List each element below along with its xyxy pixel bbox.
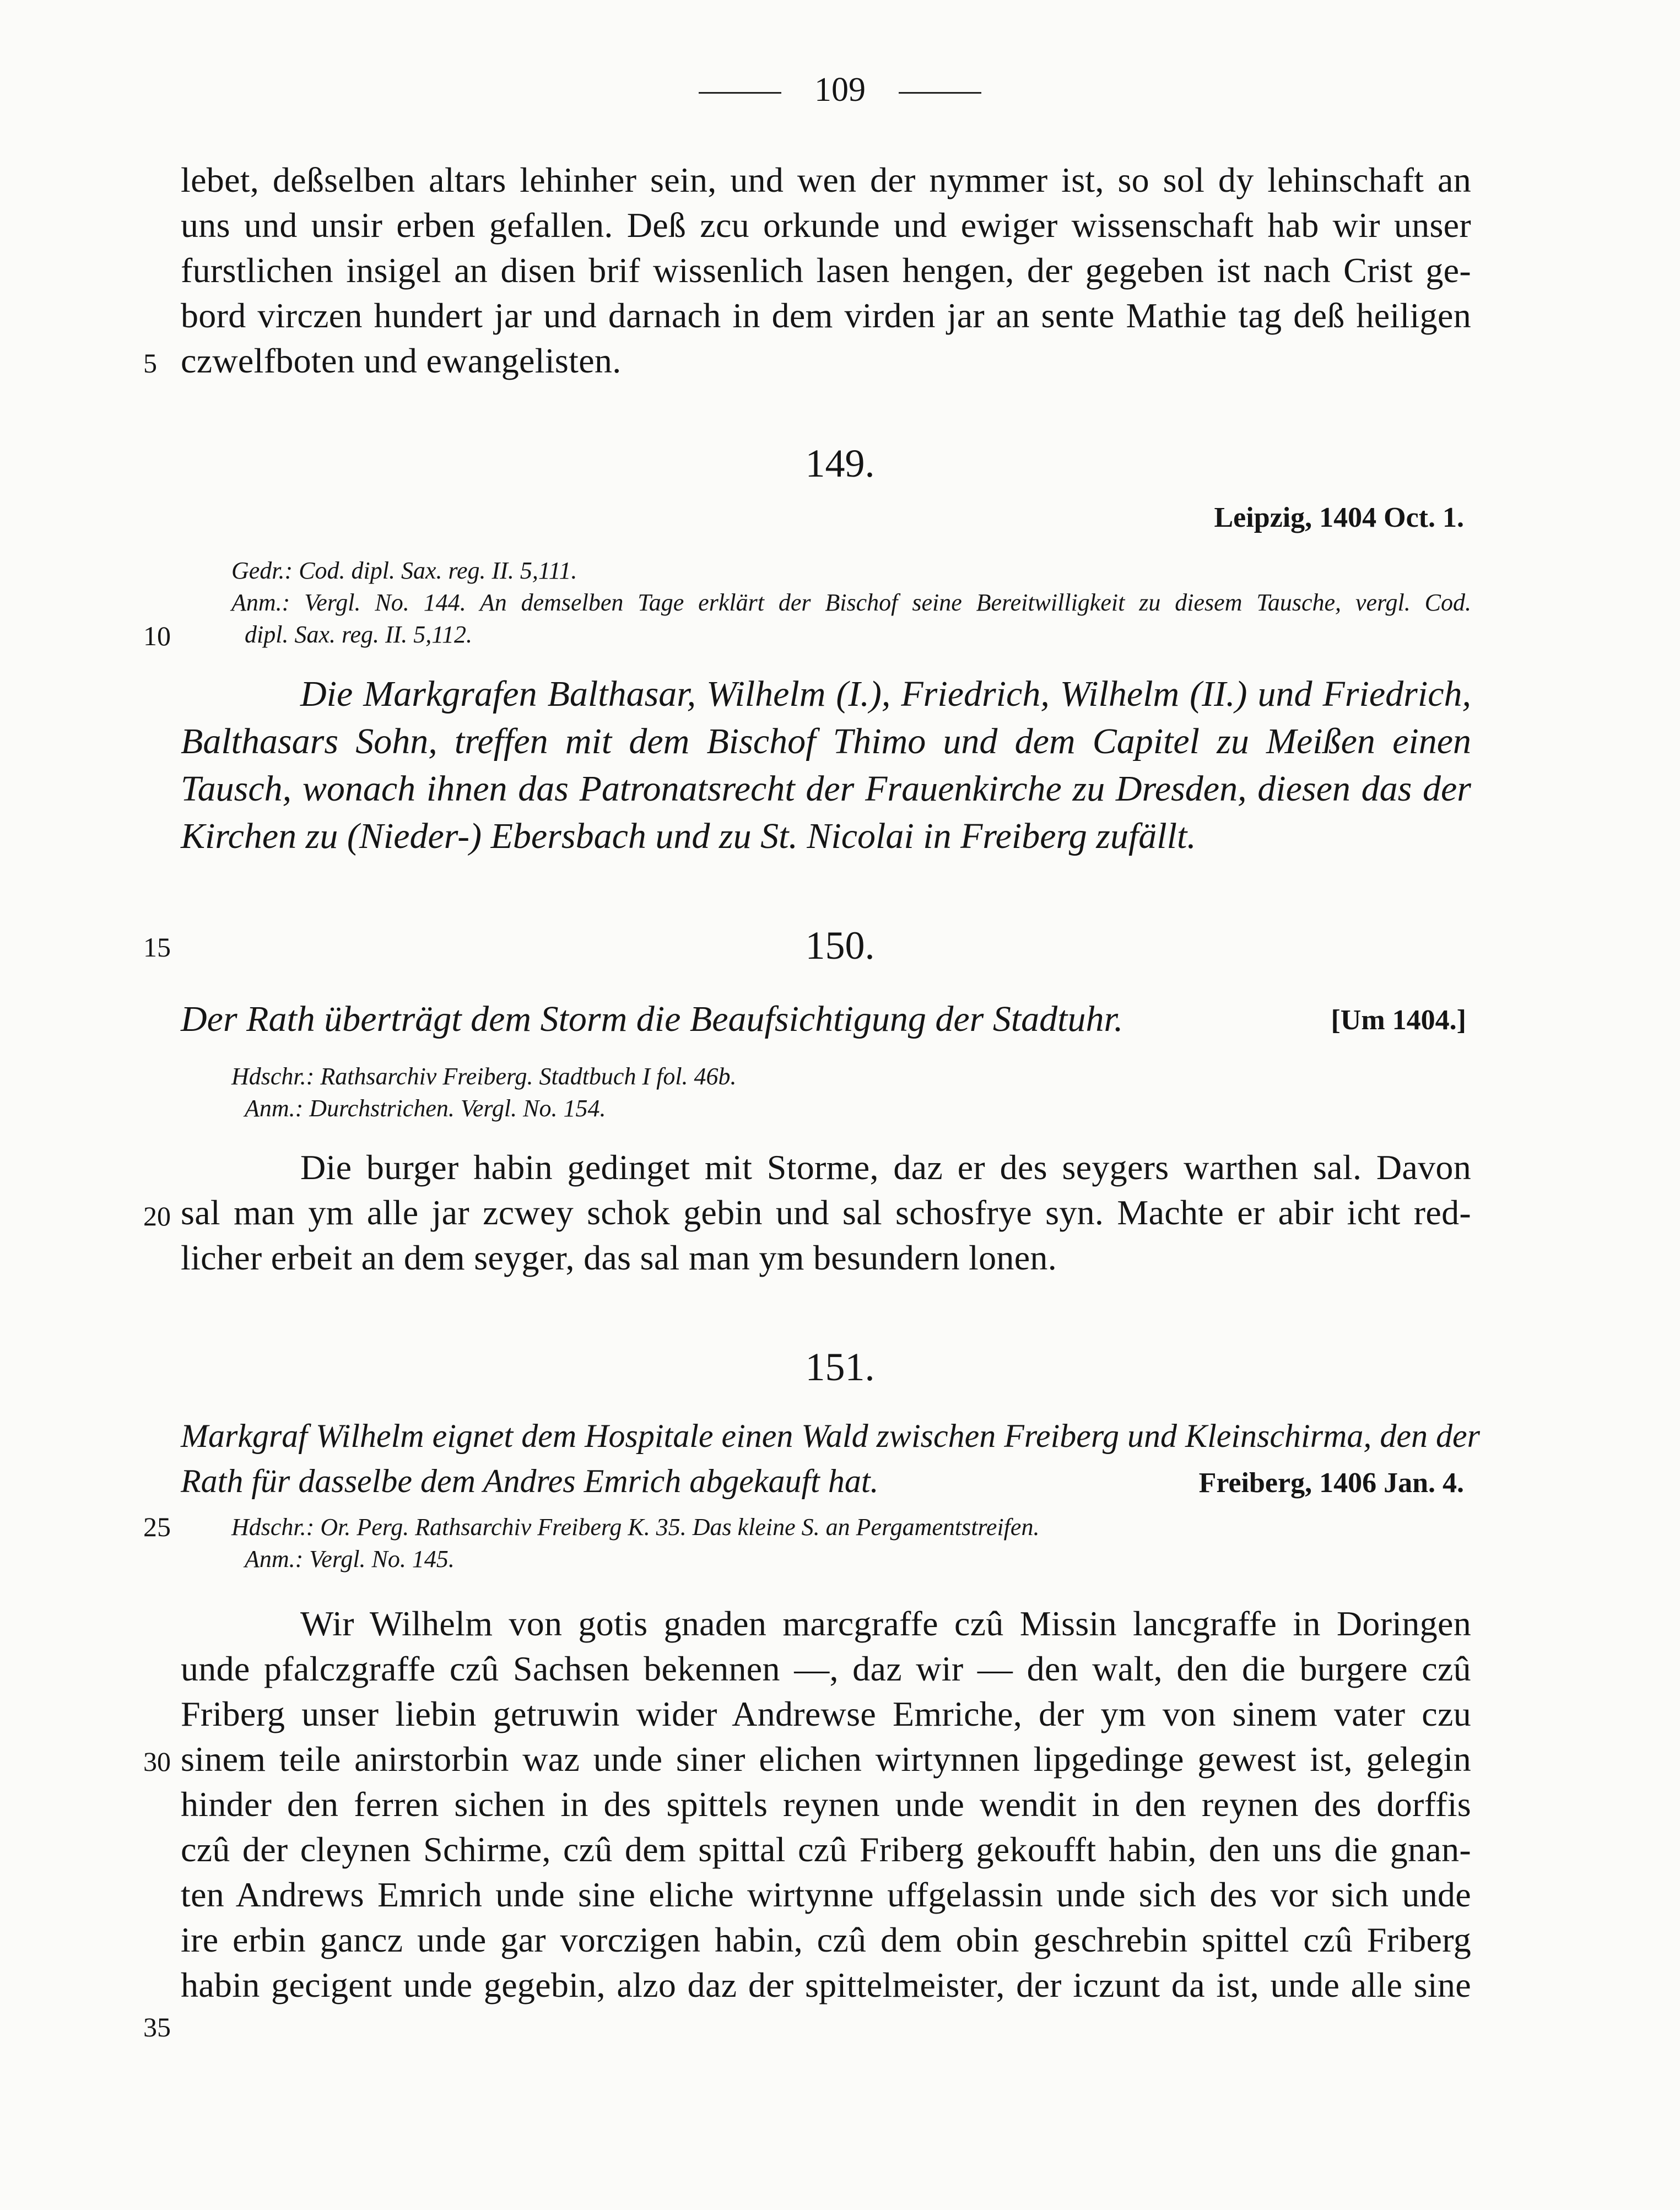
line-number: 10 <box>143 620 171 651</box>
regest-line: Rath für dasselbe dem Andres Emrich abgekauft hat. <box>181 1463 879 1499</box>
source-note: Gedr.: Cod. dipl. Sax. reg. II. 5,111. <box>231 557 577 584</box>
regest-line: Die Markgrafen Balthasar, Wilhelm (I.), Friedrich, Wilhelm (II.) und Friedrich, <box>300 674 1471 714</box>
document-number: 151. <box>805 1345 875 1389</box>
annotation-note: Anm.: Vergl. No. 145. <box>245 1546 455 1573</box>
text-line: unde pfalczgraffe czû Sachsen bekennen —, daz wir — den walt, den die burgere czû <box>181 1649 1471 1688</box>
line-number: 5 <box>143 348 157 379</box>
page-header <box>0 71 1680 110</box>
document-date: [Um 1404.] <box>1331 1004 1466 1036</box>
regest-line: Balthasars Sohn, treffen mit dem Bischof Thimo und dem Capitel zu Meißen einen <box>181 721 1471 761</box>
line-number: 35 <box>143 2012 171 2043</box>
text-line: czwelfboten und ewangelisten. <box>181 341 622 380</box>
document-number: 149. <box>805 441 875 485</box>
source-note: Hdschr.: Or. Perg. Rathsarchiv Freiberg K. 35. Das kleine S. an Pergamentstreifen. <box>231 1514 1040 1541</box>
line-number: 20 <box>143 1201 171 1231</box>
page-number: 109 <box>814 71 866 109</box>
text-line: Die burger habin gedinget mit Storme, daz er des seygers warthen sal. Davon <box>300 1148 1471 1187</box>
regest-line: Tausch, wonach ihnen das Patronatsrecht der Frauenkirche zu Dresden, diesen das der <box>181 769 1471 809</box>
text-line: sinem teile anirstorbin waz unde siner elichen wirtynnen lipgedinge gewest ist, gelegin <box>181 1739 1471 1779</box>
source-note: Hdschr.: Rathsarchiv Freiberg. Stadtbuch I fol. 46b. <box>231 1063 737 1090</box>
text-line: hinder den ferren sichen in des spittels reynen unde wendit in den reynen des dorffis <box>181 1785 1471 1824</box>
text-line: Wir Wilhelm von gotis gnaden marcgraffe czû Missin lancgraffe in Doringen <box>300 1604 1471 1643</box>
document-number: 150. <box>805 923 875 968</box>
regest-line: Der Rath überträgt dem Storm die Beaufsichtigung der Stadtuhr. <box>181 999 1123 1039</box>
line-number: 25 <box>143 1511 171 1542</box>
line-number: 30 <box>143 1746 171 1777</box>
text-line: lebet, deßselben altars lehinher sein, und wen der nymmer ist, so sol dy lehinschaft an <box>181 160 1471 199</box>
annotation-note: dipl. Sax. reg. II. 5,112. <box>245 621 473 648</box>
line-number: 15 <box>143 932 171 963</box>
annotation-note: Anm.: Durchstrichen. Vergl. No. 154. <box>245 1095 606 1122</box>
text-line: czû der cleynen Schirme, czû dem spittal czû Friberg gekoufft habin, den uns die gnan- <box>181 1830 1471 1869</box>
text-line: sal man ym alle jar zcwey schok gebin und sal schosfrye syn. Machte er abir icht red- <box>181 1193 1471 1232</box>
document-date: Leipzig, 1404 Oct. 1. <box>1214 502 1464 533</box>
text-line: bord virczen hundert jar und darnach in dem virden jar an sente Mathie tag deß heiligen <box>181 296 1471 335</box>
text-line: ire erbin gancz unde gar vorczigen habin, czû dem obin geschrebin spittel czû Friberg <box>181 1920 1471 1959</box>
annotation-note: Anm.: Vergl. No. 144. An demselben Tage erklärt der Bischof seine Bereitwilligkeit zu diesem Tausche, vergl. Cod. <box>231 589 1471 616</box>
text-line: ten Andrews Emrich unde sine eliche wirtynne uffgelassin unde sich des vor sich unde <box>181 1875 1471 1914</box>
text-line: habin gecigent unde gegebin, alzo daz der spittelmeister, der iczunt da ist, unde alle sine <box>181 1965 1471 2004</box>
text-line: uns und unsir erben gefallen. Deß zcu orkunde und ewiger wissenschaft hab wir unser <box>181 206 1471 245</box>
regest-line: Markgraf Wilhelm eignet dem Hospitale einen Wald zwischen Freiberg und Kleinschirma, den der <box>181 1418 1480 1454</box>
text-line: furstlichen insigel an disen brif wissenlich lasen hengen, der gegeben ist nach Crist ge- <box>181 251 1471 290</box>
regest-line: Kirchen zu (Nieder-) Ebersbach und zu St. Nicolai in Freiberg zufällt. <box>181 816 1196 856</box>
text-line: licher erbeit an dem seyger, das sal man ym besundern lonen. <box>181 1238 1057 1277</box>
header-rule-left <box>699 92 781 94</box>
header-rule-right <box>899 92 981 94</box>
text-line: Friberg unser liebin getruwin wider Andrewse Emriche, der ym von sinem vater czu <box>181 1694 1471 1733</box>
document-date: Freiberg, 1406 Jan. 4. <box>1198 1467 1464 1499</box>
